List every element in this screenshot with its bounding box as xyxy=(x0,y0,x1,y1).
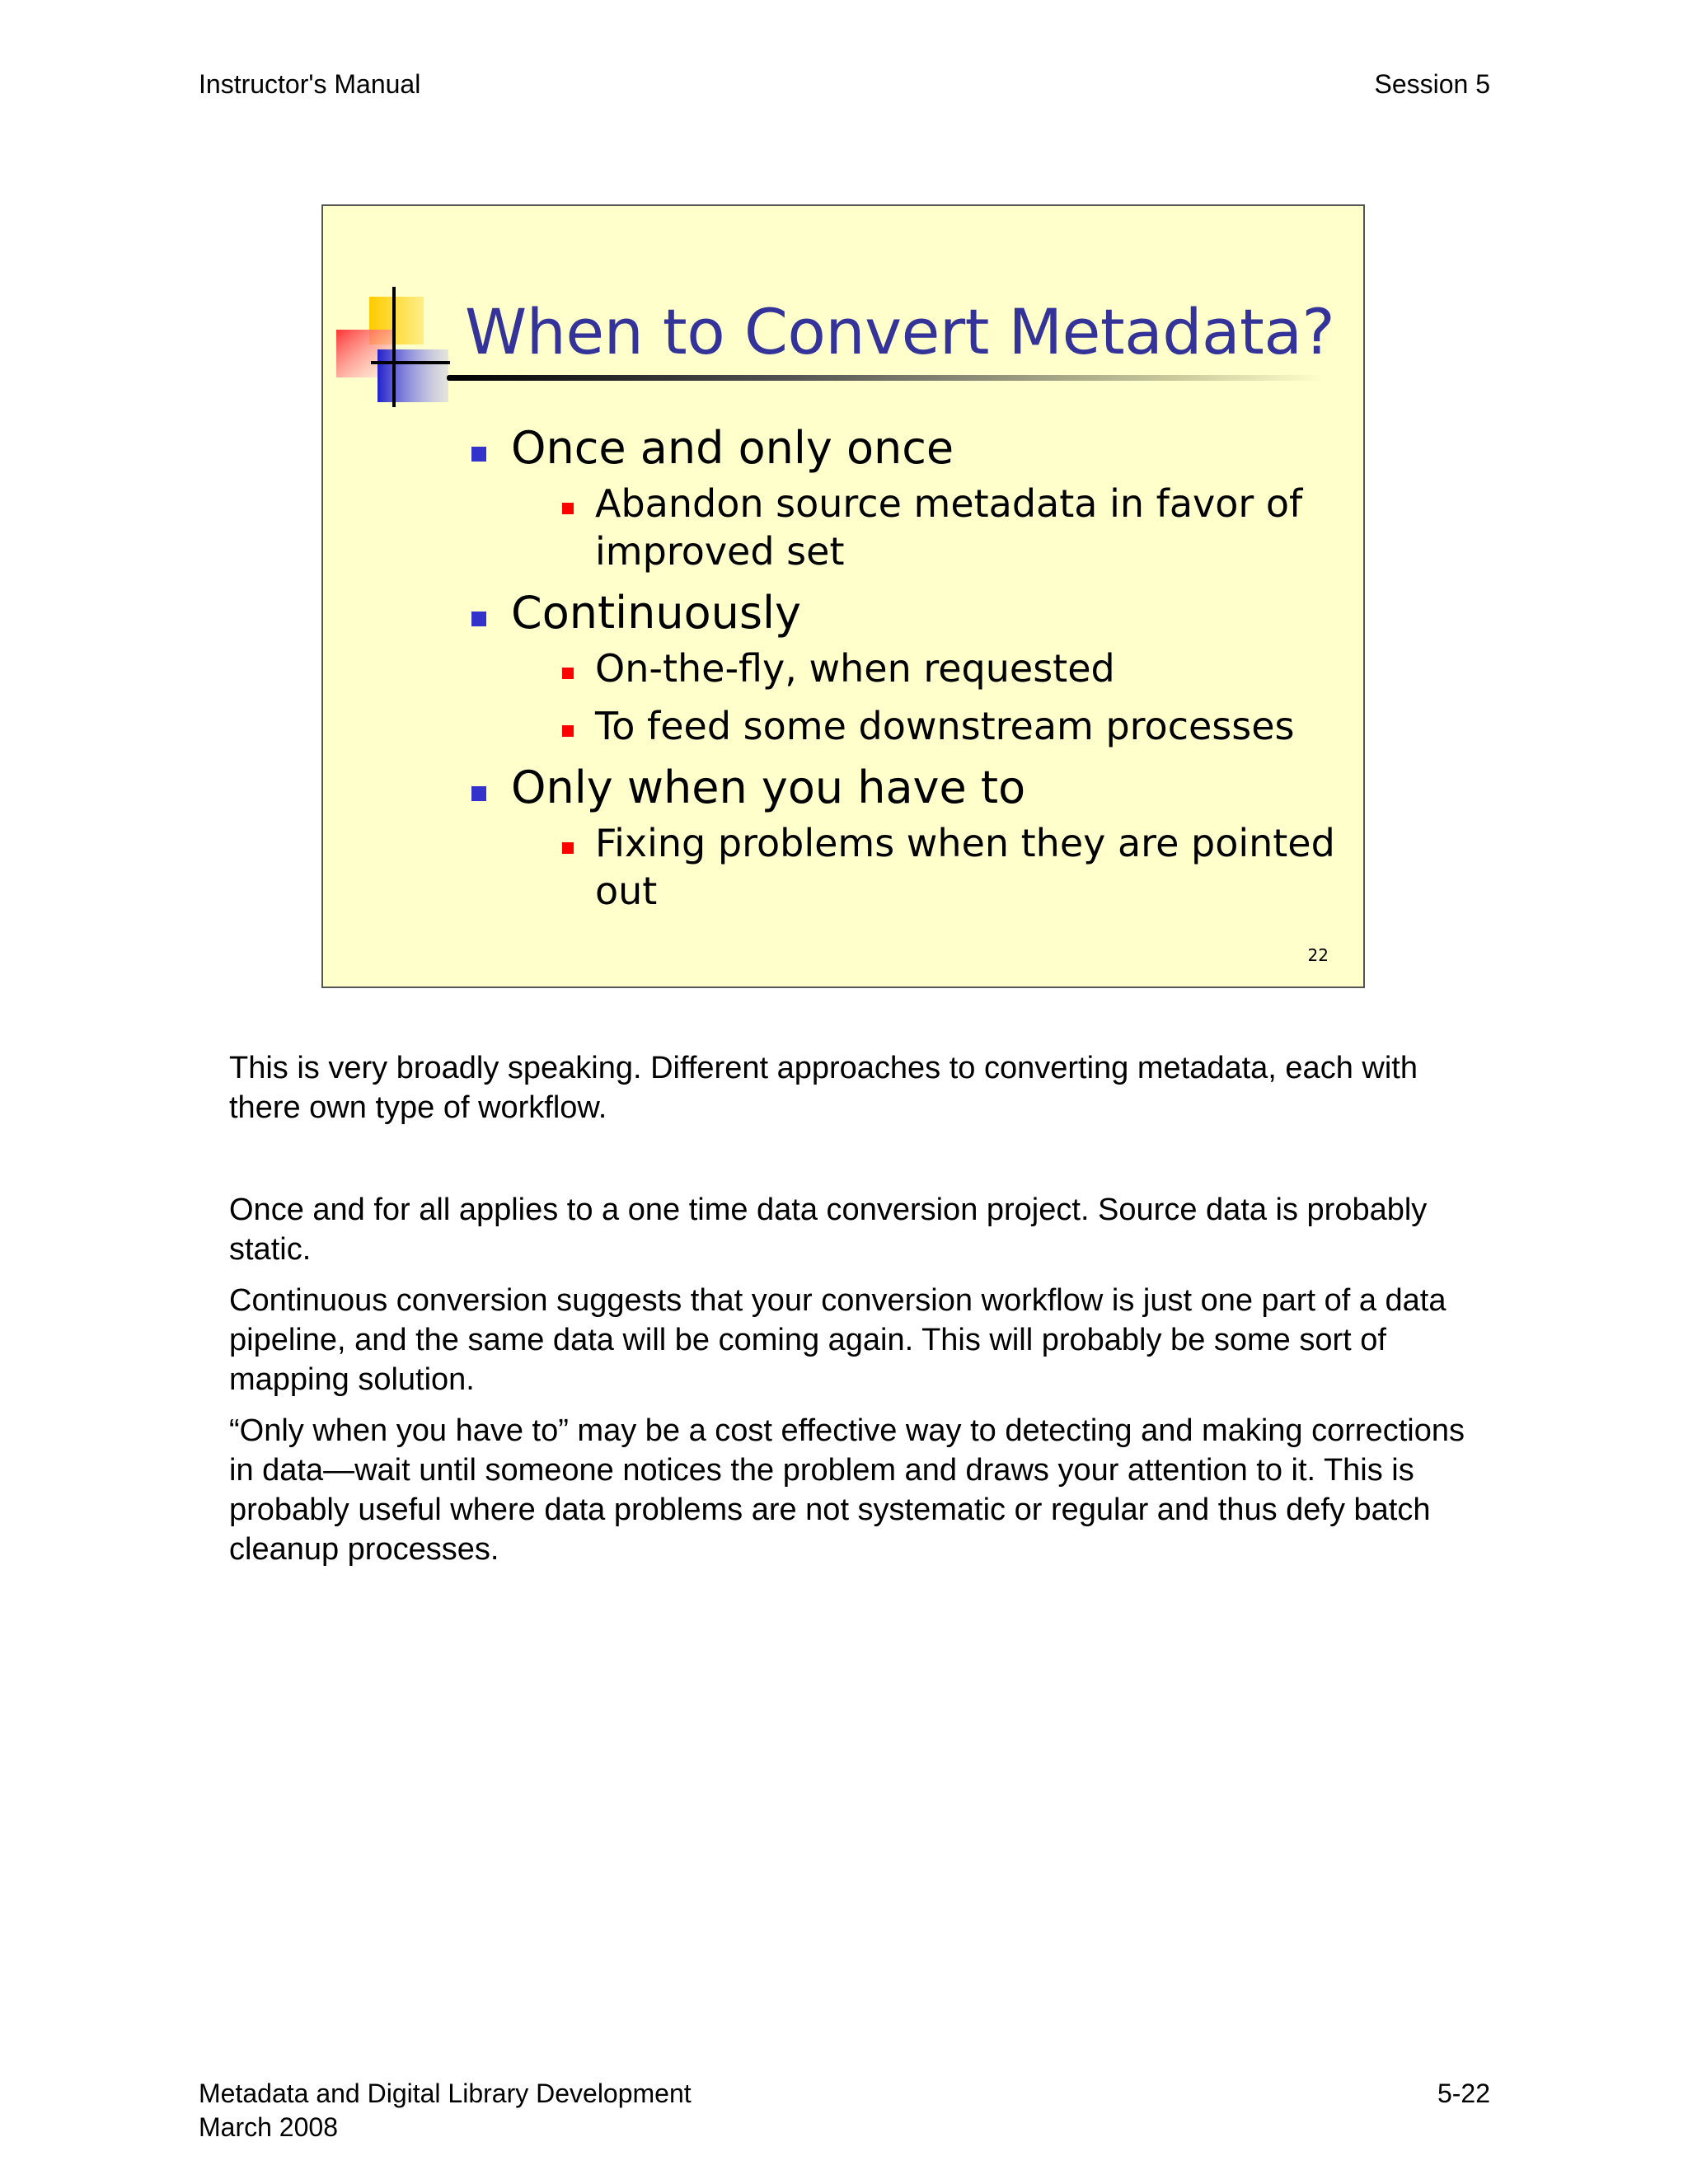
bullet-text: Only when you have to xyxy=(511,762,1026,813)
sub-bullet-text: On-the-fly, when requested xyxy=(595,646,1115,691)
footer-page-number: 5-22 xyxy=(1437,2079,1490,2108)
bullet-text: Continuously xyxy=(511,587,801,639)
footer-left xyxy=(199,2077,692,2144)
bullet-item xyxy=(471,762,1363,915)
bullet-text: Once and only once xyxy=(511,422,954,474)
slide-number: 22 xyxy=(1307,945,1329,965)
title-underline xyxy=(447,375,1324,381)
sub-bullet-item xyxy=(511,819,1363,915)
sub-bullet-text: Abandon source metadata in favor of improved set xyxy=(595,481,1303,574)
footer-course-title: Metadata and Digital Library Development xyxy=(199,2079,692,2108)
slide-logo-icon xyxy=(335,285,467,409)
bullet-item xyxy=(471,587,1363,750)
notes-paragraph: Continuous conversion suggests that your conversion workflow is just one part of a data pipeline, and the same data will be coming again. This will probably be some sort of mapping solution. xyxy=(229,1283,1447,1397)
header-title: Instructor's Manual xyxy=(199,69,421,99)
sub-bullet-item xyxy=(511,702,1363,750)
slide-title: When to Convert Metadata? xyxy=(465,295,1335,368)
header-session: Session 5 xyxy=(1374,69,1490,99)
sub-bullet-text: Fixing problems when they are pointed out xyxy=(595,821,1335,913)
speaker-notes xyxy=(229,1048,1482,1581)
notes-paragraph: This is very broadly speaking. Different approaches to converting metadata, each with there own type of workflow. xyxy=(229,1051,1418,1125)
sub-bullet-item xyxy=(511,480,1363,575)
notes-paragraph: “Only when you have to” may be a cost effective way to detecting and making corrections in data—wait until someone notices the problem and draws your attention to it. This is probably useful where data problems are not systematic or regular and thus defy batch cleanup processes. xyxy=(229,1413,1465,1567)
footer-date: March 2008 xyxy=(199,2112,338,2142)
sub-bullet-text: To feed some downstream processes xyxy=(595,704,1295,748)
sub-bullet-item xyxy=(511,644,1363,692)
notes-paragraph: Once and for all applies to a one time data conversion project. Source data is probably static. xyxy=(229,1193,1428,1267)
bullet-item xyxy=(471,422,1363,575)
slide xyxy=(321,204,1365,988)
slide-bullets xyxy=(471,410,1363,925)
